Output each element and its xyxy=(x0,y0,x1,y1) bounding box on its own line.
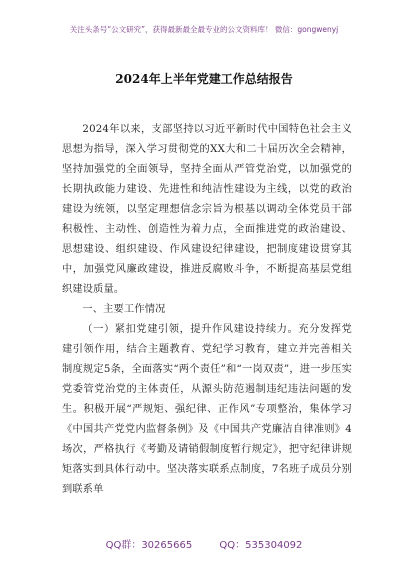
document-title: 2024年上半年党建工作总结报告 xyxy=(115,72,293,86)
footer-qq-group: QQ群：30265665 xyxy=(105,540,193,551)
section-heading: 一、主要工作情况 xyxy=(82,304,166,315)
footer-qq: QQ：535304092 xyxy=(219,540,303,551)
document-body xyxy=(62,120,352,500)
intro-paragraph: 2024年以来，支部坚持以习近平新时代中国特色社会主义思想为指导，深入学习贯彻党的XX大和二十届历次全会精神，坚持加强党的全面领导，坚持全面从严管党治党，以加强党的长期执政能力建设、先进性和纯洁性建设为主线，以党的政治建设为统领，以坚定理想信念宗旨为根基以调动全体党员干部积极性、主动性、创造性为着力点，全面推进党的政治建设、思想建设、组织建设、作风建设纪律建设，把制度建设贯穿其中，加强党风廉政建设，推进反腐败斗争，不断提高基层党组织建设质量。 xyxy=(62,124,352,295)
footer-contact xyxy=(0,536,408,551)
section-paragraph: （一）紧扣党建引领，提升作风建设持续力。充分发挥党建引领作用，结合主题教育、党纪学习教育，建立并完善相关制度规定5条，全面落实“两个责任”和“一岗双责”，进一步压实党委管党治党的主体责任，从源头防范遏制违纪违法问题的发生。积极开展“严规矩、强纪律、正作风”专项整治，集体学习《中国共产党党内监督条例》及《中国共产党廉洁自律准则》4场次，严格执行《考勤及请销假制度暂行规定》，把守纪律讲规矩落实到具体行动中。坚决落实联系点制度，7名班子成员分别到联系单 xyxy=(62,324,352,495)
header-notice: 关注头条号“公文研究”，获得最新最全最专业的公文资料库！ 微信：gongwenyj xyxy=(69,25,339,34)
